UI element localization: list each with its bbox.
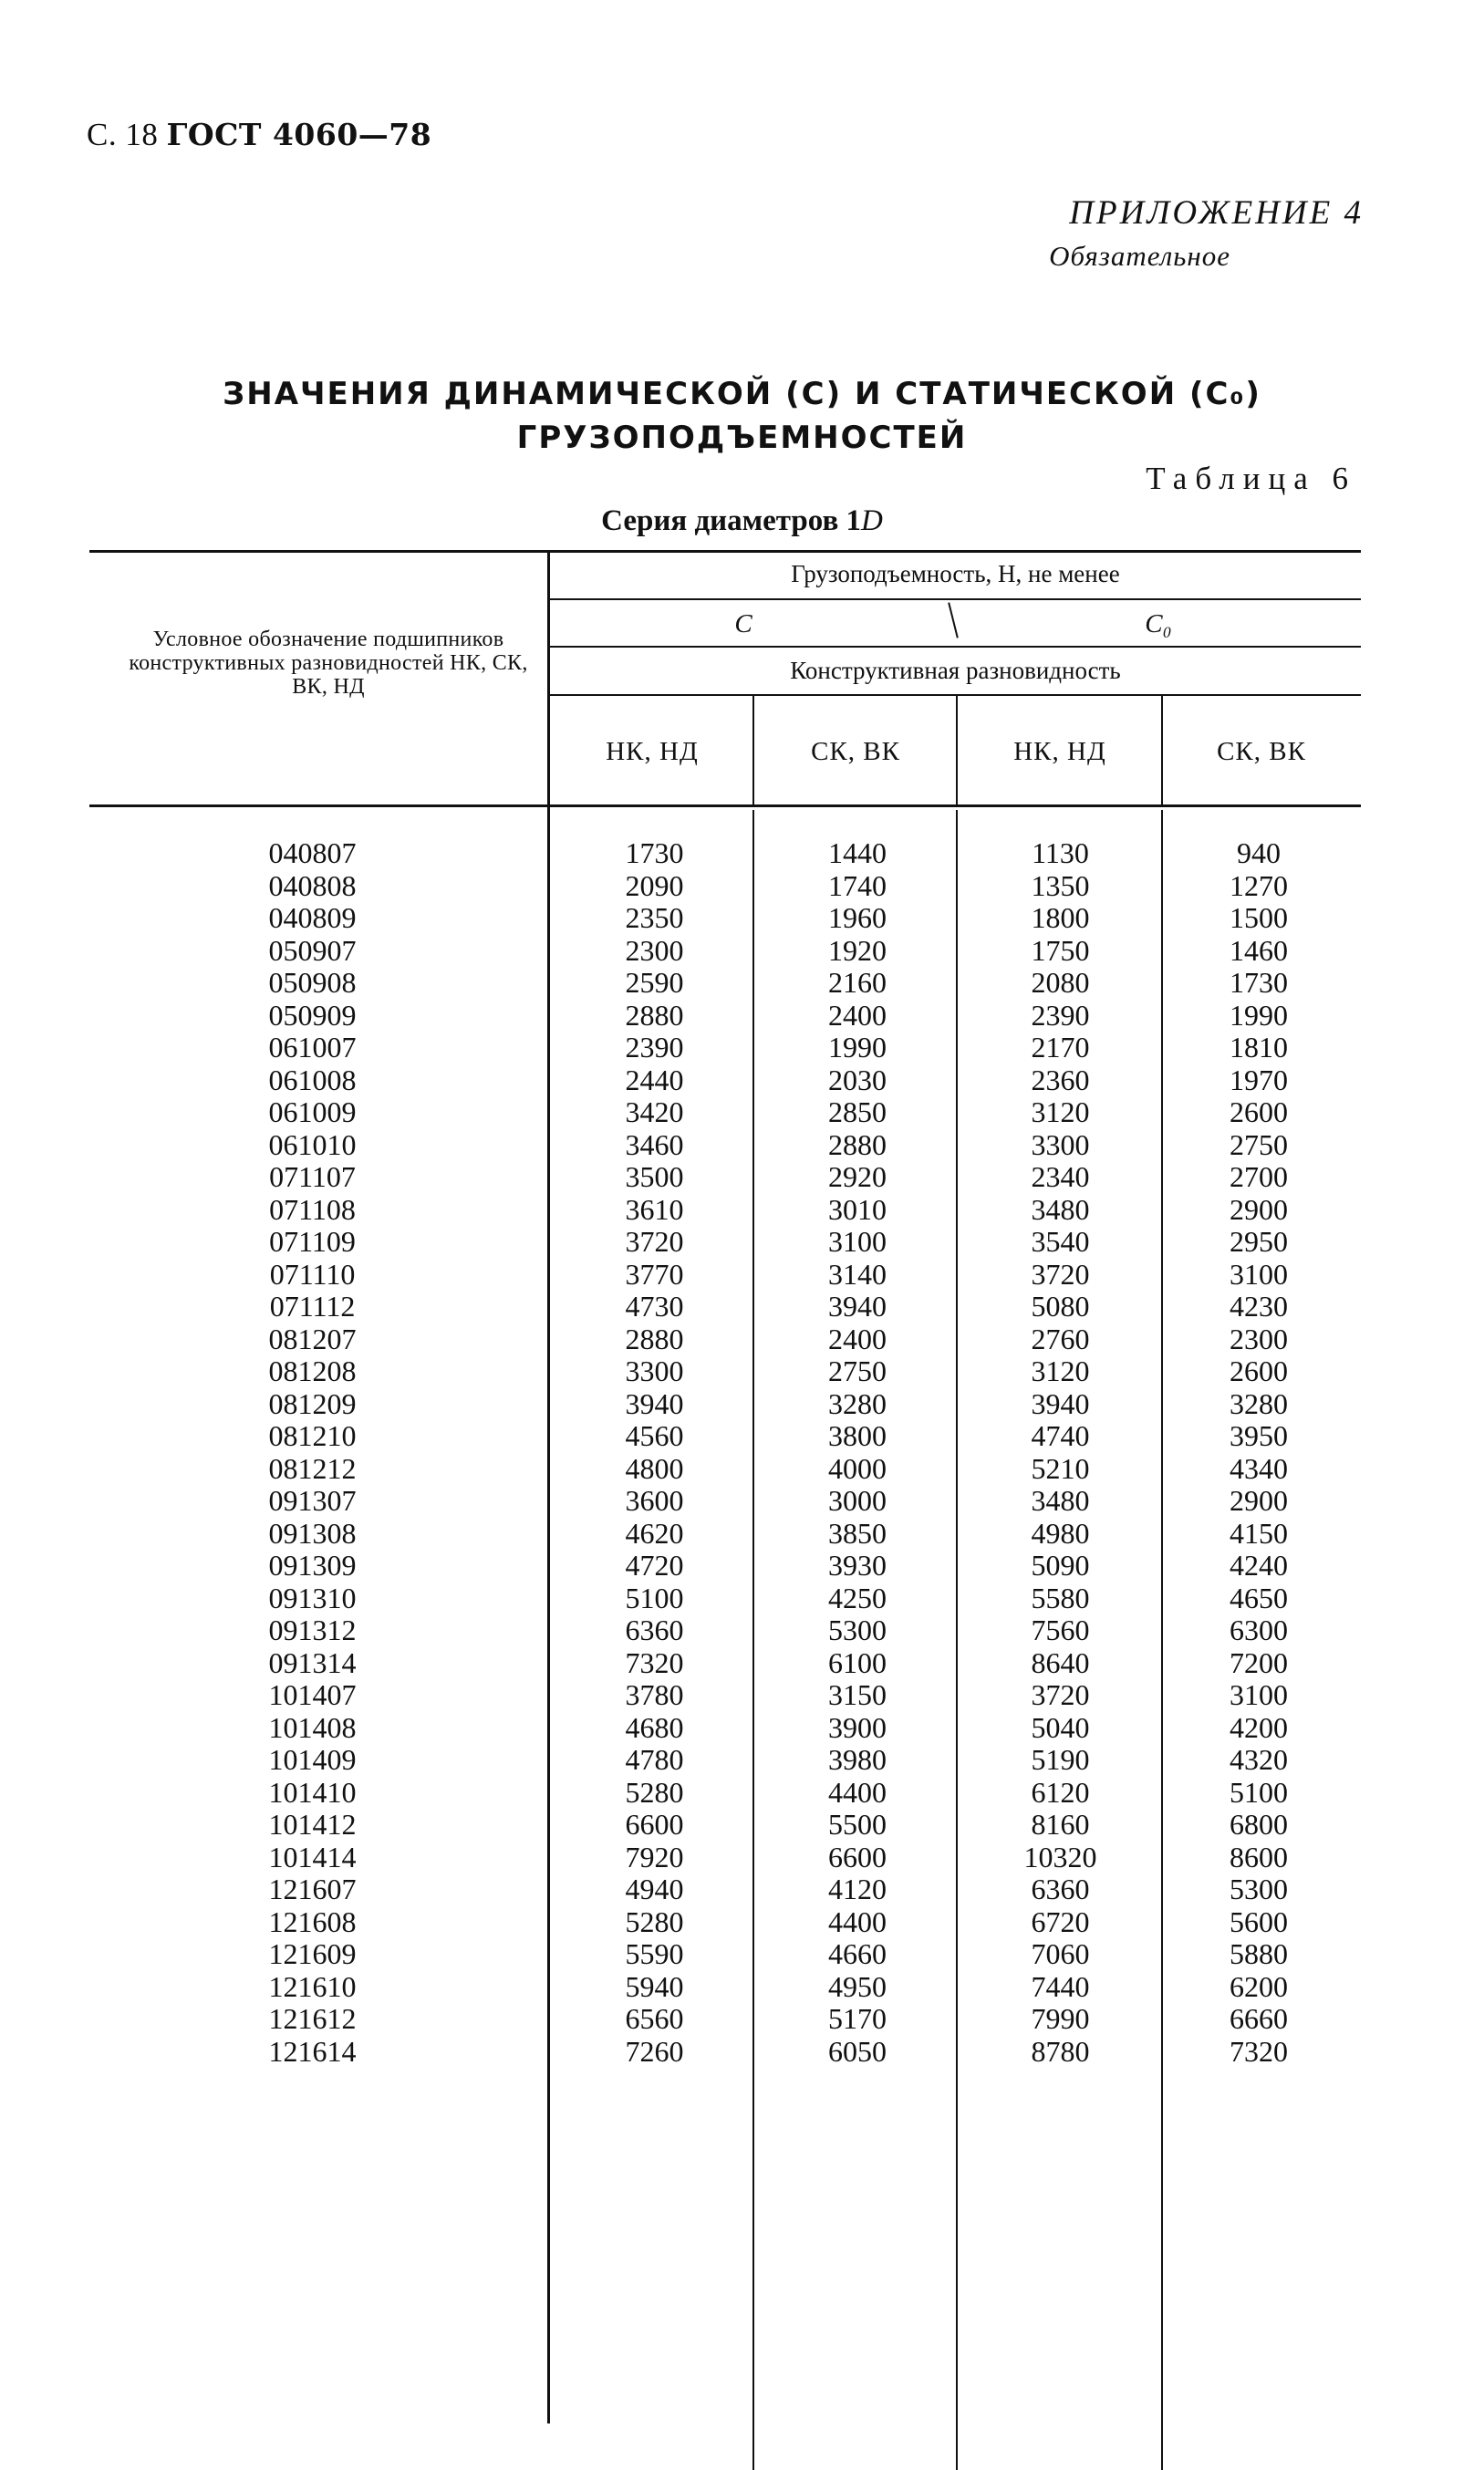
c-nk-nd-value: 5280: [625, 1775, 684, 1809]
c0-sk-vk-value: 1500: [1230, 901, 1288, 934]
document-title-line2: ГРУЗОПОДЪЕМНОСТЕЙ: [516, 420, 968, 456]
bearing-designation: 050909: [268, 998, 357, 1032]
c0-sk-vk-value: 5600: [1230, 1904, 1288, 1938]
c-nk-nd-value: 3300: [625, 1354, 684, 1387]
table-row: [0, 1550, 1484, 1583]
page-number: С. 18: [87, 117, 159, 152]
static-load-label: C₀: [1145, 609, 1172, 638]
c0-nk-nd-value: 5040: [1031, 1710, 1090, 1744]
bearing-designation: 050908: [268, 966, 357, 999]
c0-nk-nd-value: 6120: [1031, 1775, 1090, 1809]
bearing-designation: 091309: [268, 1549, 357, 1582]
bearing-designation: 071110: [269, 1257, 356, 1291]
c-sk-vk-value: 2850: [828, 1095, 887, 1128]
table-row: [0, 1485, 1484, 1518]
c0-sk-vk-value: 8600: [1230, 1840, 1288, 1873]
c0-sk-vk-value: 6800: [1230, 1808, 1288, 1841]
c0-nk-nd-value: 6720: [1031, 1904, 1090, 1938]
c0-sk-vk-value: 6300: [1230, 1614, 1288, 1646]
table-row: [0, 1259, 1484, 1292]
c-nk-nd-value: 2440: [625, 1063, 684, 1096]
c-nk-nd-value: 5590: [625, 1937, 684, 1970]
c0-sk-vk-value: 1270: [1230, 868, 1288, 902]
bearing-designation: 101407: [268, 1678, 357, 1711]
c-sk-vk-value: 6600: [828, 1840, 887, 1873]
c0-sk-vk-value: 4150: [1230, 1516, 1288, 1550]
c0-nk-nd-value: 4980: [1031, 1516, 1090, 1550]
c0-nk-nd-value: 8160: [1031, 1808, 1090, 1841]
c0-sk-vk-value: 2950: [1230, 1225, 1288, 1258]
col-header-c-sk-vk: СК, ВК: [811, 737, 900, 766]
c-nk-nd-value: 6600: [625, 1808, 684, 1841]
load-header-rule: [550, 598, 1361, 600]
c-sk-vk-value: 3800: [828, 1419, 887, 1452]
c-sk-vk-value: 4400: [828, 1775, 887, 1809]
c0-nk-nd-value: 1750: [1031, 933, 1090, 967]
table-row: [0, 1971, 1484, 2004]
c0-nk-nd-value: 3540: [1031, 1225, 1090, 1258]
c-nk-nd-value: 3940: [625, 1386, 684, 1420]
c-sk-vk-value: 2160: [828, 966, 887, 999]
c-sk-vk-value: 6100: [828, 1645, 887, 1679]
c0-sk-vk-value: 2300: [1230, 1322, 1288, 1355]
dynamic-load-label: C: [734, 609, 752, 638]
bearing-designation: 091308: [268, 1516, 357, 1550]
c-nk-nd-value: 6360: [625, 1614, 684, 1646]
c-nk-nd-value: 4800: [625, 1451, 684, 1485]
c-nk-nd-value: 7920: [625, 1840, 684, 1873]
c0-nk-nd-value: 3720: [1031, 1678, 1090, 1711]
c-nk-nd-value: 3720: [625, 1225, 684, 1258]
bearing-designation: 040809: [268, 901, 357, 934]
c0-sk-vk-value: 1730: [1230, 966, 1288, 999]
table-row: [0, 1420, 1484, 1453]
bearing-designation: 121608: [268, 1904, 357, 1938]
bearing-designation: 081212: [268, 1451, 357, 1485]
c-nk-nd-value: 3460: [625, 1127, 684, 1161]
c0-sk-vk-value: 4230: [1230, 1290, 1288, 1323]
c-sk-vk-value: 3850: [828, 1516, 887, 1550]
c-sk-vk-value: 3140: [828, 1257, 887, 1291]
c0-sk-vk-value: 4200: [1230, 1710, 1288, 1744]
table-row: [0, 1291, 1484, 1323]
col-divider-2-header: [956, 696, 958, 804]
c-nk-nd-value: 3600: [625, 1484, 684, 1517]
bearing-designation: 081208: [268, 1354, 357, 1387]
table-row: [0, 837, 1484, 870]
c-nk-nd-value: 2590: [625, 966, 684, 999]
c-sk-vk-value: 5500: [828, 1808, 887, 1841]
table-row: [0, 1842, 1484, 1874]
c0-nk-nd-value: 7990: [1031, 2002, 1090, 2035]
c-sk-vk-value: 4250: [828, 1581, 887, 1614]
c0-sk-vk-value: 3100: [1230, 1257, 1288, 1291]
table-row: [0, 1323, 1484, 1356]
c0-sk-vk-value: 4320: [1230, 1743, 1288, 1776]
c-sk-vk-value: 1440: [828, 836, 887, 869]
bearing-designation: 121607: [268, 1873, 357, 1905]
c0-nk-nd-value: 2360: [1031, 1063, 1090, 1096]
c0-sk-vk-value: 4340: [1230, 1451, 1288, 1485]
c0-nk-nd-value: 1800: [1031, 901, 1090, 934]
bearing-designation: 081207: [268, 1322, 357, 1355]
c0-sk-vk-value: 2900: [1230, 1192, 1288, 1226]
c0-sk-vk-value: 2600: [1230, 1095, 1288, 1128]
bearing-designation: 091314: [268, 1645, 357, 1679]
col-divider-1-header: [752, 696, 754, 804]
c0-nk-nd-value: 7060: [1031, 1937, 1090, 1970]
c0-nk-nd-value: 8640: [1031, 1645, 1090, 1679]
bearing-designation: 091307: [268, 1484, 357, 1517]
document-title-line1: ЗНАЧЕНИЯ ДИНАМИЧЕСКОЙ (C) И СТАТИЧЕСКОЙ (C₀): [223, 376, 1261, 412]
table-row: [0, 1355, 1484, 1388]
bearing-designation: 040808: [268, 868, 357, 902]
appendix-subtitle: Обязательное: [1049, 240, 1230, 272]
table-row: [0, 1777, 1484, 1810]
col-header-c-nk-nd: НК, НД: [606, 737, 699, 766]
c-nk-nd-value: 2350: [625, 901, 684, 934]
variant-header: Конструктивная разновидность: [790, 657, 1121, 684]
table-row: [0, 1873, 1484, 1906]
c-nk-nd-value: 7260: [625, 2034, 684, 2068]
c0-nk-nd-value: 2170: [1031, 1031, 1090, 1064]
bearing-designation: 091312: [268, 1614, 357, 1646]
c0-nk-nd-value: 2390: [1031, 998, 1090, 1032]
table-label: Таблица 6: [1146, 461, 1356, 496]
c-sk-vk-value: 4120: [828, 1873, 887, 1905]
c-sk-vk-value: 2400: [828, 998, 887, 1032]
bearing-designation: 101408: [268, 1710, 357, 1744]
c0-sk-vk-value: 2700: [1230, 1160, 1288, 1193]
c-nk-nd-value: 2880: [625, 998, 684, 1032]
table-header-rule: [89, 804, 1361, 807]
series-title: [0, 504, 1484, 538]
c-sk-vk-value: 2880: [828, 1127, 887, 1161]
table-row: [0, 1906, 1484, 1939]
c0-sk-vk-value: 3950: [1230, 1419, 1288, 1452]
c0-nk-nd-value: 8780: [1031, 2034, 1090, 2068]
c-sk-vk-value: 3010: [828, 1192, 887, 1226]
bearing-designation: 101414: [268, 1840, 357, 1873]
bearing-designation: 071108: [269, 1192, 356, 1226]
c0-nk-nd-value: 3120: [1031, 1354, 1090, 1387]
table-row: [0, 1388, 1484, 1421]
bearing-designation: 101412: [268, 1808, 357, 1841]
c-sk-vk-value: 3900: [828, 1710, 887, 1744]
c0-nk-nd-value: 7560: [1031, 1614, 1090, 1646]
c-sk-vk-value: 2400: [828, 1322, 887, 1355]
table-row: [0, 1161, 1484, 1194]
c-nk-nd-value: 4560: [625, 1419, 684, 1452]
bearing-designation: 061009: [268, 1095, 357, 1128]
c0-nk-nd-value: 2760: [1031, 1322, 1090, 1355]
c-nk-nd-value: 4720: [625, 1549, 684, 1582]
c0-nk-nd-value: 2340: [1031, 1160, 1090, 1193]
table-top-rule: [89, 550, 1361, 553]
c0-sk-vk-value: 6200: [1230, 1969, 1288, 2003]
bearing-designation: 121609: [268, 1937, 357, 1970]
table-row: [0, 902, 1484, 935]
series-suffix: D: [861, 504, 883, 537]
c-sk-vk-value: 1960: [828, 901, 887, 934]
c-nk-nd-value: 3420: [625, 1095, 684, 1128]
c0-nk-nd-value: 10320: [1023, 1840, 1097, 1873]
c-nk-nd-value: 2390: [625, 1031, 684, 1064]
c-sk-vk-value: 1920: [828, 933, 887, 967]
c0-sk-vk-value: 1990: [1230, 998, 1288, 1032]
bearing-designation: 121614: [268, 2034, 357, 2068]
c0-nk-nd-value: 3120: [1031, 1095, 1090, 1128]
c-nk-nd-value: 3770: [625, 1257, 684, 1291]
c-nk-nd-value: 4780: [625, 1743, 684, 1776]
c-nk-nd-value: 3610: [625, 1192, 684, 1226]
c-nk-nd-value: 5100: [625, 1581, 684, 1614]
table-row: [0, 2036, 1484, 2069]
table-row: [0, 1032, 1484, 1064]
c0-sk-vk-value: 2750: [1230, 1127, 1288, 1161]
page-header: [87, 117, 431, 153]
c0-nk-nd-value: 3940: [1031, 1386, 1090, 1420]
table-row: [0, 1129, 1484, 1162]
table-row: [0, 870, 1484, 903]
col-header-c0-nk-nd: НК, НД: [1013, 737, 1106, 766]
c-sk-vk-value: 3980: [828, 1743, 887, 1776]
c-header-rule: [550, 646, 1361, 648]
c0-sk-vk-value: 7200: [1230, 1645, 1288, 1679]
c0-sk-vk-value: 5880: [1230, 1937, 1288, 1970]
document-title: [0, 372, 1484, 460]
c-nk-nd-value: 5940: [625, 1969, 684, 2003]
c-nk-nd-value: 7320: [625, 1645, 684, 1679]
table-row: [0, 1226, 1484, 1259]
c-sk-vk-value: 3280: [828, 1386, 887, 1420]
c-sk-vk-value: 3000: [828, 1484, 887, 1517]
c-sk-vk-value: 4000: [828, 1451, 887, 1485]
c0-sk-vk-value: 1810: [1230, 1031, 1288, 1064]
bearing-designation: 081209: [268, 1386, 357, 1420]
table-row: [0, 935, 1484, 968]
series-label: Серия диаметров 1: [601, 504, 862, 537]
c-nk-nd-value: 4620: [625, 1516, 684, 1550]
c-sk-vk-value: 5170: [828, 2002, 887, 2035]
c0-sk-vk-value: 2600: [1230, 1354, 1288, 1387]
c-sk-vk-value: 1740: [828, 868, 887, 902]
c0-nk-nd-value: 4740: [1031, 1419, 1090, 1452]
table-row: [0, 1744, 1484, 1777]
c-sk-vk-value: 4950: [828, 1969, 887, 2003]
bearing-designation: 071107: [269, 1160, 356, 1193]
bearing-designation: 040807: [268, 836, 357, 869]
c-nk-nd-value: 2090: [625, 868, 684, 902]
c0-sk-vk-value: 7320: [1230, 2034, 1288, 2068]
c-sk-vk-value: 3930: [828, 1549, 887, 1582]
c0-nk-nd-value: 5190: [1031, 1743, 1090, 1776]
table-row: [0, 1647, 1484, 1680]
table-row: [0, 1096, 1484, 1129]
c0-nk-nd-value: 7440: [1031, 1969, 1090, 2003]
table-row: [0, 1453, 1484, 1486]
table-row: [0, 1679, 1484, 1712]
c0-nk-nd-value: 1130: [1032, 836, 1089, 869]
c-nk-nd-value: 4680: [625, 1710, 684, 1744]
c-sk-vk-value: 1990: [828, 1031, 887, 1064]
c-sk-vk-value: 3100: [828, 1225, 887, 1258]
c-nk-nd-value: 3500: [625, 1160, 684, 1193]
bearing-designation: 050907: [268, 933, 357, 967]
c-nk-nd-value: 3780: [625, 1678, 684, 1711]
bearing-designation: 081210: [268, 1419, 357, 1452]
table-row: [0, 967, 1484, 1000]
c-nk-nd-value: 2880: [625, 1322, 684, 1355]
table-row: [0, 1712, 1484, 1745]
bearing-designation: 071109: [269, 1225, 356, 1258]
c-sk-vk-value: 3940: [828, 1290, 887, 1323]
c0-sk-vk-value: 940: [1237, 836, 1281, 869]
c0-sk-vk-value: 4650: [1230, 1581, 1288, 1614]
c0-nk-nd-value: 2080: [1031, 966, 1090, 999]
stub-header: Условное обозначение подшипников конструктивных разновидностей НК, СК, ВК, НД: [129, 628, 528, 699]
c-nk-nd-value: 1730: [625, 836, 684, 869]
document-code: ГОСТ 4060—78: [166, 117, 432, 152]
c0-nk-nd-value: 3480: [1031, 1192, 1090, 1226]
c0-nk-nd-value: 1350: [1031, 868, 1090, 902]
c-sk-vk-value: 4660: [828, 1937, 887, 1970]
c0-sk-vk-value: 2900: [1230, 1484, 1288, 1517]
c0-nk-nd-value: 3300: [1031, 1127, 1090, 1161]
c-nk-nd-value: 5280: [625, 1904, 684, 1938]
table-row: [0, 1518, 1484, 1551]
c0-nk-nd-value: 3480: [1031, 1484, 1090, 1517]
c-sk-vk-value: 4400: [828, 1904, 887, 1938]
table-row: [0, 1809, 1484, 1842]
c-nk-nd-value: 4940: [625, 1873, 684, 1905]
c0-nk-nd-value: 6360: [1031, 1873, 1090, 1905]
c0-sk-vk-value: 1970: [1230, 1063, 1288, 1096]
table-row: [0, 2003, 1484, 2036]
bearing-designation: 121612: [268, 2002, 357, 2035]
bearing-designation: 101410: [268, 1775, 357, 1809]
c0-nk-nd-value: 5210: [1031, 1451, 1090, 1485]
table-row: [0, 1064, 1484, 1097]
appendix-title: ПРИЛОЖЕНИЕ 4: [1069, 194, 1364, 232]
c-sk-vk-value: 5300: [828, 1614, 887, 1646]
c-sk-vk-value: 2030: [828, 1063, 887, 1096]
c-sk-vk-value: 3150: [828, 1678, 887, 1711]
c-nk-nd-value: 4730: [625, 1290, 684, 1323]
c0-nk-nd-value: 5580: [1031, 1581, 1090, 1614]
bearing-designation: 061007: [268, 1031, 357, 1064]
bearing-designation: 091310: [268, 1581, 357, 1614]
c0-nk-nd-value: 5090: [1031, 1549, 1090, 1582]
bearing-designation: 061010: [268, 1127, 357, 1161]
bearing-designation: 121610: [268, 1969, 357, 2003]
c0-sk-vk-value: 3100: [1230, 1678, 1288, 1711]
c0-sk-vk-value: 3280: [1230, 1386, 1288, 1420]
load-capacity-header: Грузоподъемность, Н, не менее: [791, 560, 1120, 587]
c0-nk-nd-value: 5080: [1031, 1290, 1090, 1323]
table-row: [0, 1938, 1484, 1971]
table-row: [0, 1583, 1484, 1615]
table-row: [0, 1614, 1484, 1647]
col-header-c0-sk-vk: СК, ВК: [1217, 737, 1306, 766]
c-nk-nd-value: 6560: [625, 2002, 684, 2035]
c-sk-vk-value: 6050: [828, 2034, 887, 2068]
c0-sk-vk-value: 1460: [1230, 933, 1288, 967]
bearing-designation: 101409: [268, 1743, 357, 1776]
c0-sk-vk-value: 4240: [1230, 1549, 1288, 1582]
col-divider-3-header: [1161, 696, 1163, 804]
table-row: [0, 1194, 1484, 1227]
c0-sk-vk-value: 5300: [1230, 1873, 1288, 1905]
c0-sk-vk-value: 5100: [1230, 1775, 1288, 1809]
c0-sk-vk-value: 6660: [1230, 2002, 1288, 2035]
bearing-designation: 071112: [269, 1290, 356, 1323]
c-sk-vk-value: 2750: [828, 1354, 887, 1387]
c-sk-vk-value: 2920: [828, 1160, 887, 1193]
c0-nk-nd-value: 3720: [1031, 1257, 1090, 1291]
bearing-designation: 061008: [268, 1063, 357, 1096]
c-nk-nd-value: 2300: [625, 933, 684, 967]
table-row: [0, 1000, 1484, 1033]
